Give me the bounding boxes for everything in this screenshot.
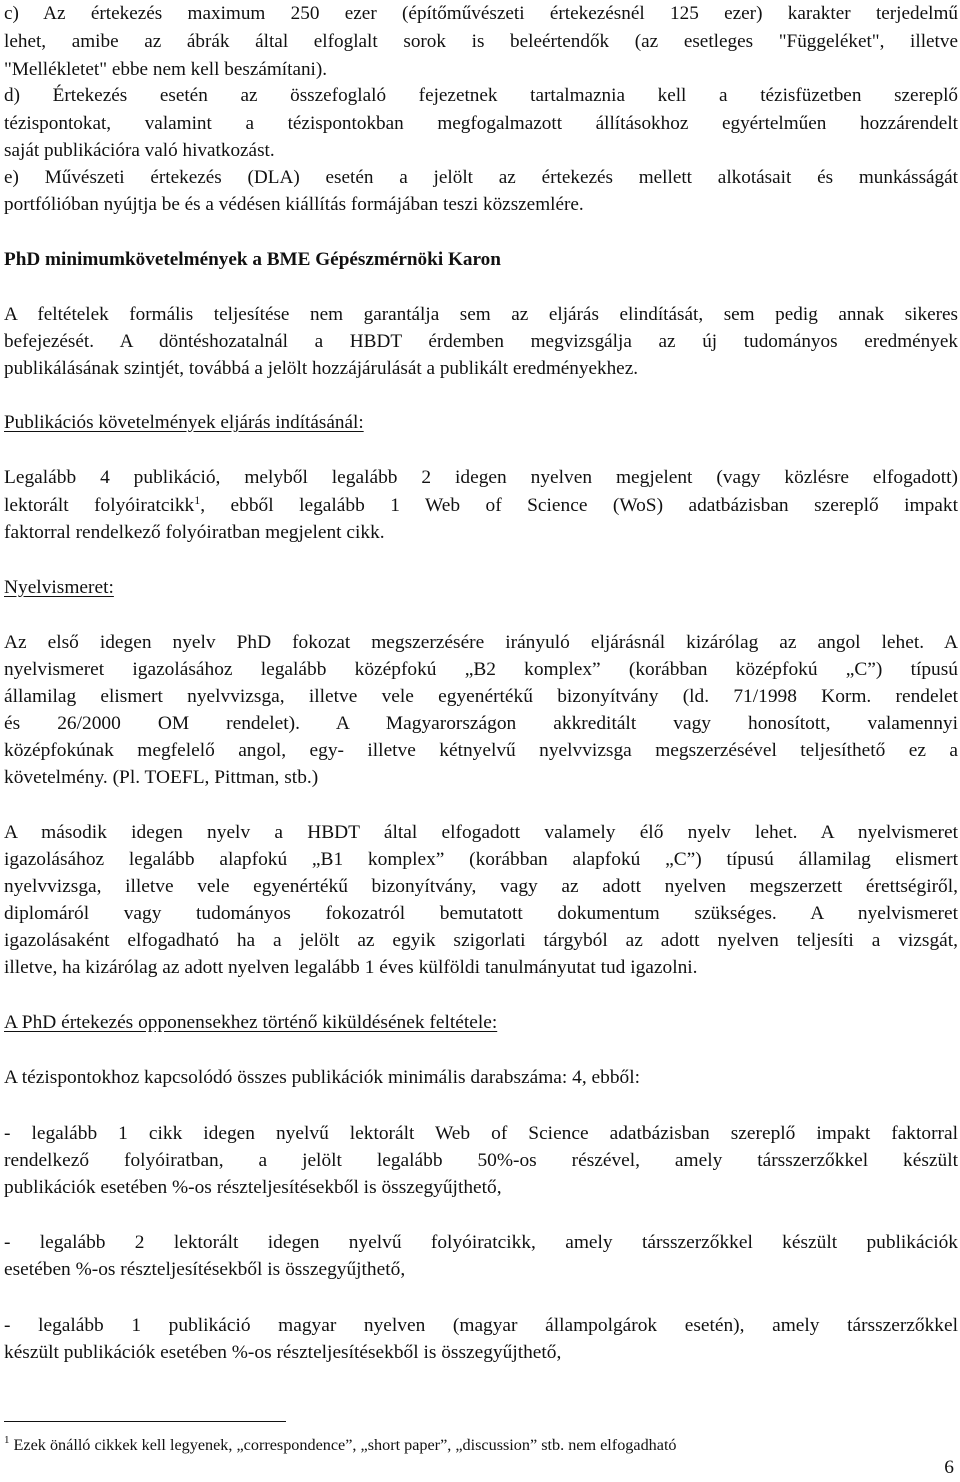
body-text-line: államilag elismert nyelvvizsga, illetve vele egyenértékű bizonyítvány (ld. 71/1998 Korm. rendelet bbox=[4, 686, 958, 707]
body-text-line: diplomáról vagy tudományos fokozatról bemutatott dokumentum szükséges. A nyelvismeret bbox=[4, 903, 958, 924]
body-text-line: és 26/2000 OM rendelet). A Magyarországon akkreditált vagy honosított, valamennyi bbox=[4, 713, 958, 734]
body-text-line: - legalább 2 lektorált idegen nyelvű folyóiratcikk, amely társszerzőkkel készült publikációk bbox=[4, 1232, 958, 1253]
section-heading: PhD minimumkövetelmények a BME Gépészmérnöki Karon bbox=[4, 249, 501, 270]
footnote-marker: 1 bbox=[4, 1434, 10, 1446]
body-text-line: portfólióban nyújtja be és a védésen kiállítás formájában teszi közszemlére. bbox=[4, 194, 584, 215]
body-text-line: esetében %-os részteljesítésekből is összegyűjthető, bbox=[4, 1259, 406, 1280]
body-text-line: d) Értekezés esetén az összefoglaló fejezetnek tartalmaznia kell a tézisfüzetben szereplő bbox=[4, 85, 958, 106]
footnote-separator bbox=[4, 1421, 286, 1422]
page-number: 6 bbox=[944, 1457, 954, 1478]
body-text-line: publikációk esetében %-os részteljesítésekből is összegyűjthető, bbox=[4, 1177, 502, 1198]
footnote-reference: 1 bbox=[194, 493, 201, 507]
section-heading: Nyelvismeret: bbox=[4, 577, 114, 598]
body-text-line: nyelvvizsga, illetve vele egyenértékű bizonyítvány, vagy az adott nyelven megszerzett érettségiről, bbox=[4, 876, 958, 897]
body-text-line: c) Az értekezés maximum 250 ezer (építőművészeti értekezésnél 125 ezer) karakter terjedelmű bbox=[4, 3, 958, 24]
body-text-line: saját publikációra való hivatkozást. bbox=[4, 140, 275, 161]
body-text-line: publikálásának szintjét, továbbá a jelölt hozzájárulását a publikált eredményekhez. bbox=[4, 358, 639, 379]
body-text-line: Legalább 4 publikáció, melyből legalább 2 idegen nyelven megjelent (vagy közlésre elfogadott) bbox=[4, 467, 958, 488]
section-heading: Publikációs követelmények eljárás indításánál: bbox=[4, 412, 364, 433]
footnote-text: Ezek önálló cikkek kell legyenek, „correspondence”, „short paper”, „discussion” stb. nem elfogadható bbox=[9, 1436, 677, 1454]
body-text-line: készült publikációk esetében %-os részteljesítésekből is összegyűjthető, bbox=[4, 1342, 562, 1363]
body-text-line: rendelkező folyóiratban, a jelölt legalább 50%-os részével, amely társszerzőkkel készült bbox=[4, 1150, 958, 1171]
body-text-line: lehet, amibe az ábrák által elfoglalt sorok is beleértendők (az esetleges "Függeléket", illetve bbox=[4, 31, 958, 52]
footnote bbox=[4, 1434, 677, 1456]
body-text-line: A második idegen nyelv a HBDT által elfogadott valamely élő nyelv lehet. A nyelvismeret bbox=[4, 822, 958, 843]
body-text-line: "Mellékletet" ebbe nem kell beszámítani). bbox=[4, 59, 328, 80]
body-text-line: faktorral rendelkező folyóiratban megjelent cikk. bbox=[4, 522, 385, 543]
body-text-line: illetve, ha kizárólag az adott nyelven legalább 1 éves külföldi tanulmányutat tud igazolni. bbox=[4, 957, 698, 978]
body-text-line: igazolásához legalább alapfokú „B1 komplex” (korábban alapfokú „C”) típusú államilag elismert bbox=[4, 849, 958, 870]
body-text-line: A tézispontokhoz kapcsolódó összes publikációk minimális darabszáma: 4, ebből: bbox=[4, 1067, 640, 1088]
body-text-line: igazolásaként elfogadható ha a jelölt az egyik szigorlati tárgyból az adott nyelven teljesíti a vizsgát, bbox=[4, 930, 958, 951]
body-text-line: középfokúnak megfelelő angol, egy- illetve kétnyelvű nyelvvizsga megszerzésével teljesíthető ez a bbox=[4, 740, 958, 761]
body-text-line: nyelvismeret igazolásához legalább középfokú „B2 komplex” (korábban középfokú „C”) típusú bbox=[4, 659, 958, 680]
body-text-line: lektorált folyóiratcikk$^1$, ebből legalább 1 Web of Science (WoS) adatbázisban szereplő impakt bbox=[4, 493, 958, 516]
body-text-line: követelmény. (Pl. TOEFL, Pittman, stb.) bbox=[4, 767, 319, 788]
body-text-line: e) Művészeti értekezés (DLA) esetén a jelölt az értekezés mellett alkotásait és munkásságát bbox=[4, 167, 958, 188]
body-text-line: tézispontokat, valamint a tézispontokban megfogalmazott állításokhoz egyértelműen hozzárendelt bbox=[4, 113, 958, 134]
body-text-line: Az első idegen nyelv PhD fokozat megszerzésére irányuló eljárásnál kizárólag az angol lehet. A bbox=[4, 632, 958, 653]
section-heading: A PhD értekezés opponensekhez történő kiküldésének feltétele: bbox=[4, 1012, 498, 1033]
body-text-line: - legalább 1 publikáció magyar nyelven (magyar állampolgárok esetén), amely társszerzőkkel bbox=[4, 1315, 958, 1336]
body-text-line: A feltételek formális teljesítése nem garantálja sem az eljárás elindítását, sem pedig annak sikeres bbox=[4, 304, 958, 325]
body-text-line: befejezését. A döntéshozatalnál a HBDT érdemben megvizsgálja az új tudományos eredmények bbox=[4, 331, 958, 352]
body-text-line: - legalább 1 cikk idegen nyelvű lektorált Web of Science adatbázisban szereplő impakt faktorral bbox=[4, 1123, 958, 1144]
